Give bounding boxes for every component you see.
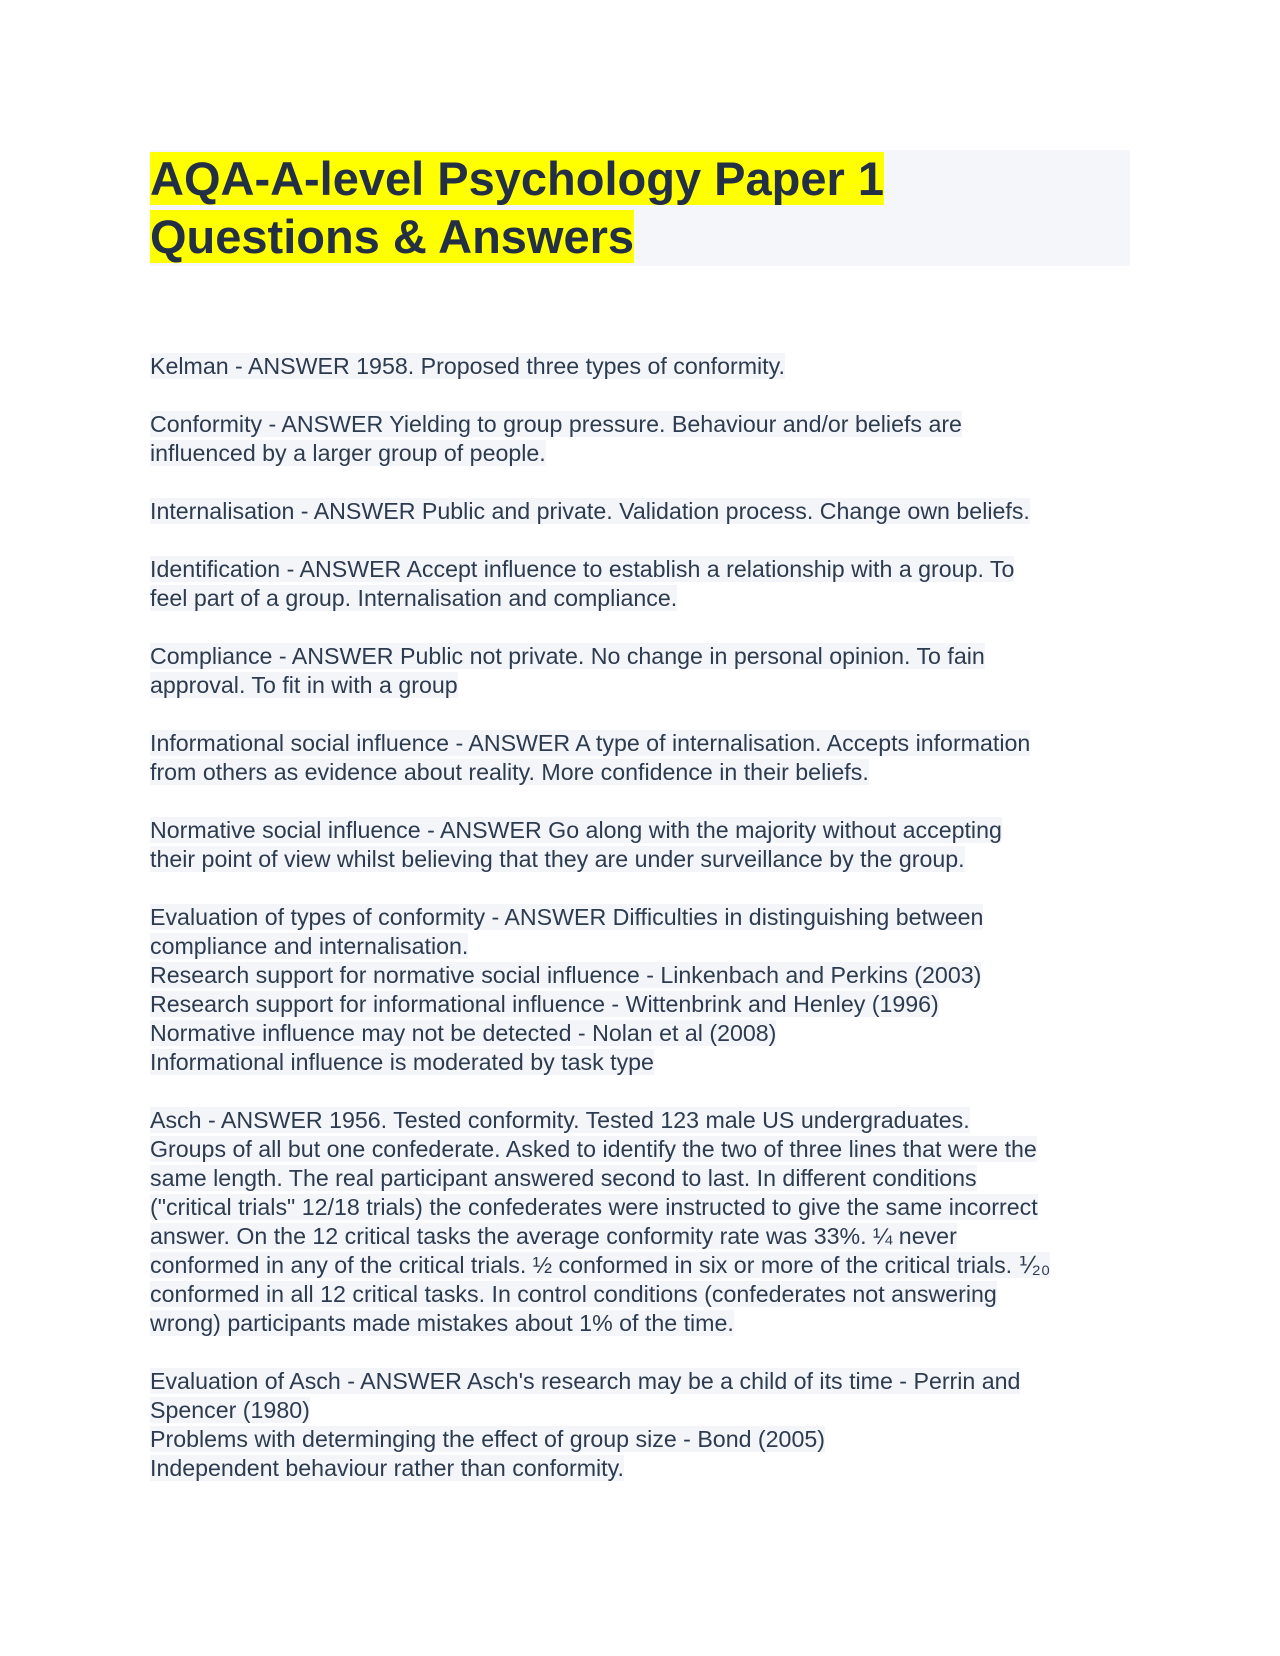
qa-entry-line	[150, 1454, 1130, 1483]
qa-entry-line	[150, 352, 1130, 381]
qa-entry-text: Normative social influence - ANSWER Go along with the majority without accepting	[150, 817, 1002, 843]
qa-entry-text: Kelman - ANSWER 1958. Proposed three types of conformity.	[150, 353, 785, 379]
qa-entry-text: Asch - ANSWER 1956. Tested conformity. Tested 123 male US undergraduates.	[150, 1107, 970, 1133]
qa-entry-text: from others as evidence about reality. More confidence in their beliefs.	[150, 759, 869, 785]
qa-entry-line	[150, 1019, 1130, 1048]
document-page	[150, 150, 1130, 1512]
qa-entry-line	[150, 1425, 1130, 1454]
qa-entry	[150, 1367, 1130, 1483]
qa-entry-text: wrong) participants made mistakes about 1% of the time.	[150, 1310, 734, 1336]
qa-entry-text: Problems with determinging the effect of group size - Bond (2005)	[150, 1426, 825, 1452]
qa-entry	[150, 903, 1130, 1077]
document-title	[150, 150, 1130, 266]
qa-entry-text: Research support for normative social influence - Linkenbach and Perkins (2003)	[150, 962, 982, 988]
qa-entry-text: ("critical trials" 12/18 trials) the confederates were instructed to give the same incorrect	[150, 1194, 1038, 1220]
qa-entry-line	[150, 729, 1130, 758]
qa-entry	[150, 555, 1130, 613]
qa-entry-line	[150, 932, 1130, 961]
qa-entry-line	[150, 439, 1130, 468]
title-line-2: Questions & Answers	[150, 210, 635, 263]
qa-entry-text: Spencer (1980)	[150, 1397, 310, 1423]
qa-entry-text: Independent behaviour rather than conformity.	[150, 1455, 624, 1481]
qa-entry	[150, 642, 1130, 700]
qa-entry-line	[150, 1106, 1130, 1135]
qa-entry-line	[150, 903, 1130, 932]
qa-entry	[150, 1106, 1130, 1338]
qa-entry-line	[150, 1396, 1130, 1425]
qa-entry-line	[150, 1222, 1130, 1251]
qa-entry-text: conformed in any of the critical trials. ½ conformed in six or more of the critical trials. ⅟₂₀	[150, 1252, 1051, 1278]
qa-entry-text: Internalisation - ANSWER Public and private. Validation process. Change own beliefs.	[150, 498, 1030, 524]
qa-entry-text: Informational social influence - ANSWER A type of internalisation. Accepts information	[150, 730, 1031, 756]
qa-entry-text: influenced by a larger group of people.	[150, 440, 546, 466]
qa-entry-line	[150, 1164, 1130, 1193]
title-block	[150, 150, 1130, 266]
qa-entry-line	[150, 845, 1130, 874]
qa-entry-line	[150, 990, 1130, 1019]
title-line-1: AQA-A-level Psychology Paper 1	[150, 152, 884, 205]
qa-entry-line	[150, 584, 1130, 613]
qa-entry	[150, 497, 1130, 526]
qa-entry-text: Conformity - ANSWER Yielding to group pressure. Behaviour and/or beliefs are	[150, 411, 962, 437]
qa-entry-text: Informational influence is moderated by task type	[150, 1049, 654, 1075]
qa-entry-line	[150, 961, 1130, 990]
qa-entry	[150, 729, 1130, 787]
qa-entry-text: Compliance - ANSWER Public not private. No change in personal opinion. To fain	[150, 643, 985, 669]
qa-entry-text: their point of view whilst believing that they are under surveillance by the group.	[150, 846, 965, 872]
qa-entry-line	[150, 1309, 1130, 1338]
qa-entry-line	[150, 410, 1130, 439]
qa-entry-text: approval. To fit in with a group	[150, 672, 458, 698]
qa-entry-line	[150, 671, 1130, 700]
qa-entry-line	[150, 1135, 1130, 1164]
qa-entry	[150, 816, 1130, 874]
qa-entry-text: answer. On the 12 critical tasks the average conformity rate was 33%. ¼ never	[150, 1223, 957, 1249]
qa-entry-line	[150, 1251, 1130, 1280]
qa-entry-line	[150, 642, 1130, 671]
qa-entry-line	[150, 758, 1130, 787]
qa-entry-line	[150, 1048, 1130, 1077]
qa-entry	[150, 410, 1130, 468]
qa-entry-line	[150, 1280, 1130, 1309]
qa-entry-line	[150, 816, 1130, 845]
qa-entry-text: Groups of all but one confederate. Asked to identify the two of three lines that were the	[150, 1136, 1037, 1162]
qa-entry-text: Identification - ANSWER Accept influence to establish a relationship with a group. To	[150, 556, 1015, 582]
qa-entry-line	[150, 555, 1130, 584]
qa-entry-text: Normative influence may not be detected - Nolan et al (2008)	[150, 1020, 777, 1046]
qa-entry-line	[150, 1367, 1130, 1396]
qa-entry-text: Research support for informational influence - Wittenbrink and Henley (1996)	[150, 991, 939, 1017]
qa-entries	[150, 352, 1130, 1483]
qa-entry-text: Evaluation of Asch - ANSWER Asch's research may be a child of its time - Perrin and	[150, 1368, 1021, 1394]
qa-entry-text: feel part of a group. Internalisation and compliance.	[150, 585, 678, 611]
qa-entry-line	[150, 497, 1130, 526]
qa-entry	[150, 352, 1130, 381]
qa-entry-text: compliance and internalisation.	[150, 933, 469, 959]
qa-entry-text: same length. The real participant answered second to last. In different conditions	[150, 1165, 977, 1191]
qa-entry-text: Evaluation of types of conformity - ANSWER Difficulties in distinguishing between	[150, 904, 984, 930]
qa-entry-text: conformed in all 12 critical tasks. In control conditions (confederates not answering	[150, 1281, 997, 1307]
qa-entry-line	[150, 1193, 1130, 1222]
